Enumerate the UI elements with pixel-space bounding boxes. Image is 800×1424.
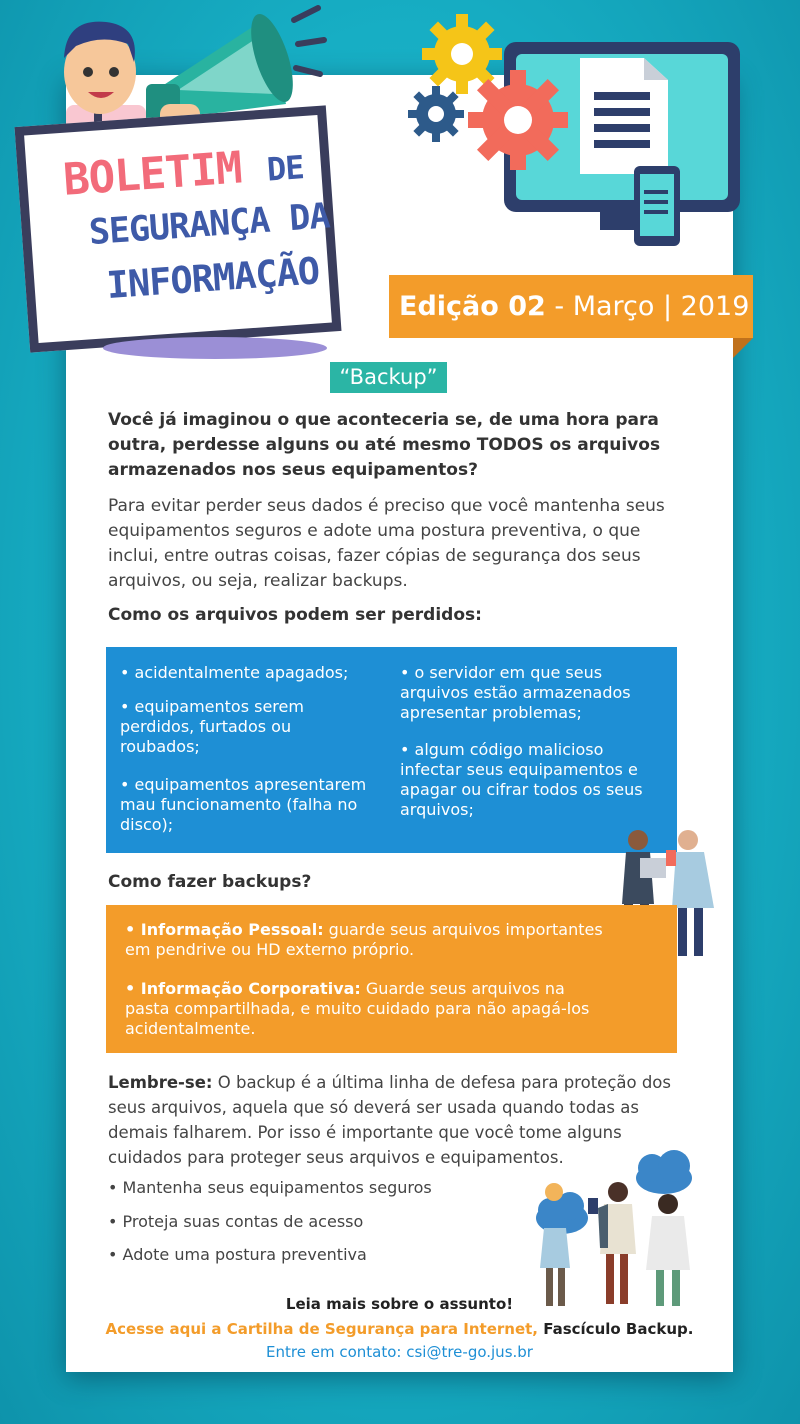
edition-label: Edição 02 xyxy=(399,291,546,322)
cartilha-link-suffix: Fascículo Backup. xyxy=(538,1320,694,1338)
footer-link-line xyxy=(66,1320,733,1338)
edition-banner xyxy=(389,275,753,338)
loss-causes-box xyxy=(106,647,677,853)
reminder-body: O backup é a última linha de defesa para proteção dos seus arquivos, aquela que só deverá ser usada quando todas as demais falharem. Por isso é importante que você tome alguns cuidados para proteger seus arquivos e equipamentos. xyxy=(108,1073,672,1167)
computer-gears-illustration xyxy=(404,14,750,250)
topic-tag: “Backup” xyxy=(330,362,447,393)
reminder-label: Lembre-se: xyxy=(108,1073,213,1092)
backup-method-text: guarde seus arquivos importantes em pendrive ou HD externo próprio. xyxy=(125,920,603,959)
people-clouds-illustration xyxy=(528,1148,700,1314)
title-line-3: INFORMAÇÃO xyxy=(105,249,321,308)
tip-item: • Proteja suas contas de acesso xyxy=(108,1212,364,1231)
loss-cause-item: • equipamentos serem perdidos, furtados ou roubados; xyxy=(120,697,304,756)
loss-cause-item: • equipamentos apresentarem mau funcionamento (falha no disco); xyxy=(120,775,367,834)
cartilha-link[interactable]: Acesse aqui a Cartilha de Segurança para Internet, xyxy=(105,1320,538,1338)
section-heading-how: Como fazer backups? xyxy=(108,872,312,892)
contact-email[interactable]: Entre em contato: csi@tre-go.jus.br xyxy=(266,1343,533,1361)
loss-cause-item: • algum código malicioso infectar seus equipamentos e apagar ou cifrar todos os seus arquivos; xyxy=(400,740,643,819)
title-line-1: BOLETIM DE xyxy=(61,142,305,206)
section-heading-loss: Como os arquivos podem ser perdidos: xyxy=(108,605,482,625)
backup-methods-box xyxy=(106,905,677,1053)
backup-method-title: • Informação Pessoal: xyxy=(125,920,324,939)
tip-item: • Adote uma postura preventiva xyxy=(108,1245,367,1264)
loss-cause-item: • acidentalmente apagados; xyxy=(120,663,349,682)
intro-question: Você já imaginou o que aconteceria se, de uma hora para outra, perdesse alguns ou até mesmo TODOS os arquivos armazenados nos seus equipamentos? xyxy=(108,410,661,480)
title-line-2: SEGURANÇA DA xyxy=(87,196,331,254)
loss-cause-item: • o servidor em que seus arquivos estão armazenados apresentar problemas; xyxy=(400,663,631,722)
intro-text: Para evitar perder seus dados é preciso que você mantenha seus equipamentos seguros e adote uma postura preventiva, o que inclui, entre outras coisas, fazer cópias de segurança dos seus arquivos, ou seja, realizar backups. xyxy=(108,496,665,591)
read-more: Leia mais sobre o assunto! xyxy=(285,1295,514,1313)
edition-date: - Março | 2019 xyxy=(545,291,750,322)
backup-method-item xyxy=(125,979,595,1039)
backup-method-title: • Informação Corporativa: xyxy=(125,979,361,998)
backup-method-item xyxy=(125,920,625,960)
backup-method-text: Guarde seus arquivos na pasta compartilhada, e muito cuidado para não apagá-los acidentalmente. xyxy=(125,979,590,1038)
title-shadow xyxy=(100,332,330,362)
title-card xyxy=(14,105,341,352)
tip-item: • Mantenha seus equipamentos seguros xyxy=(108,1178,432,1197)
edition-fold xyxy=(733,338,753,358)
